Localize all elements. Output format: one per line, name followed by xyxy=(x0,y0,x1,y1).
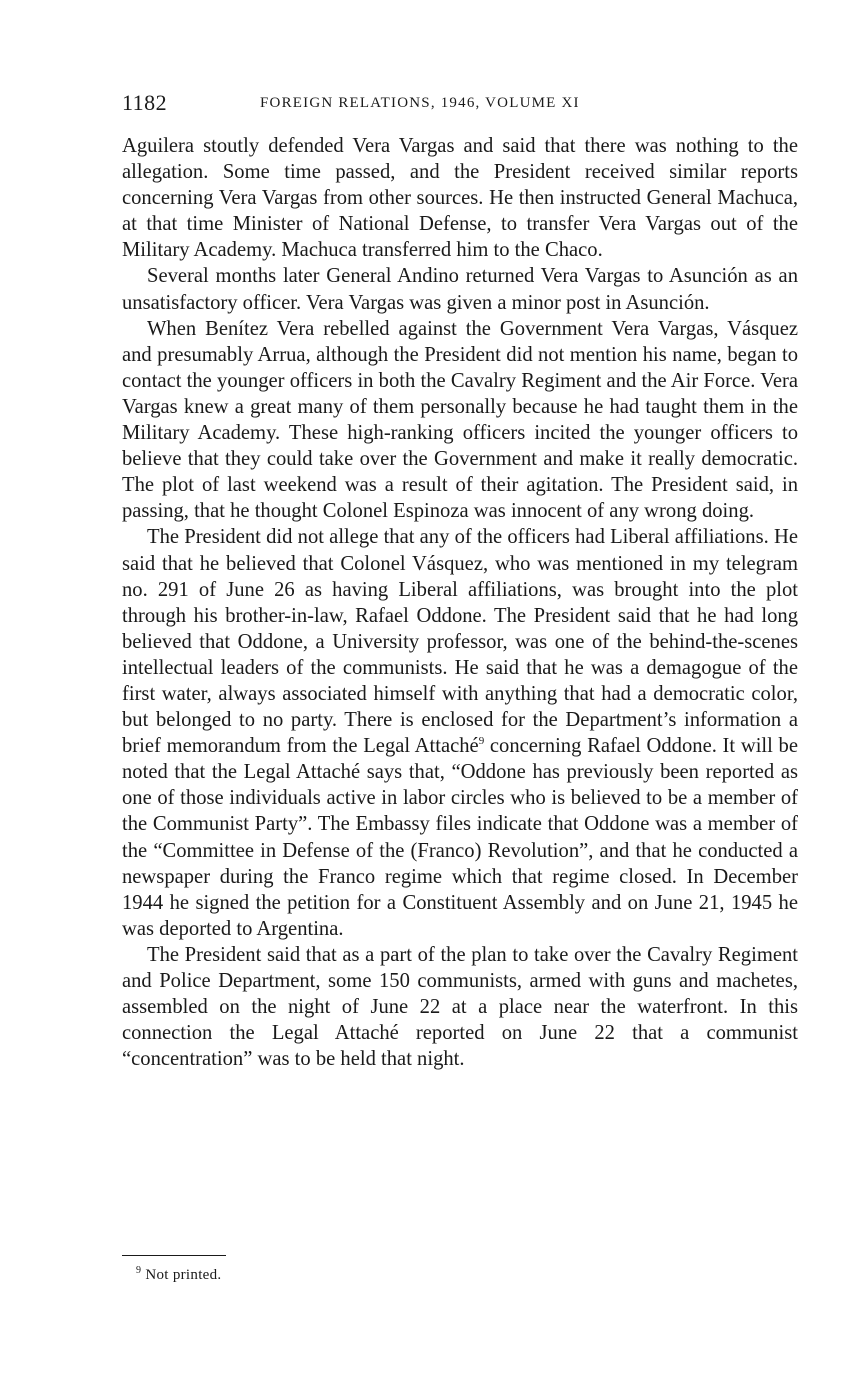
footnote-mark: 9 xyxy=(136,1265,142,1276)
paragraph-4-part-2: concerning Rafael Oddone. It will be noted that the Legal Attaché says that, “Oddone has previously been reported as one of those individuals active in labor circles who is believed to be a member of the Communist Party”. The Embassy files indicate that Oddone was a member of the “Committee in Defense of the (Franco) Revolution”, and that he conducted a newspaper during the Franco regime which that regime closed. In December 1944 he signed the petition for a Constituent Assembly and on June 21, 1945 he was deported to Argentina. xyxy=(122,735,798,940)
paragraph-4 xyxy=(122,524,798,942)
paragraph-1: Aguilera stoutly defended Vera Vargas and said that there was nothing to the allegation. Some time passed, and the President received similar reports concerning Vera Vargas from other sources. He then instructed General Machuca, at that time Minister of National Defense, to transfer Vera Vargas out of the Military Academy. Machuca transferred him to the Chaco. xyxy=(122,135,798,262)
paragraph-2: Several months later General Andino returned Vera Vargas to Asunción as an unsatisfactory officer. Vera Vargas was given a minor post in Asunción. xyxy=(122,265,798,314)
page-number: 1182 xyxy=(122,90,168,115)
body-text xyxy=(122,133,798,1072)
paragraph-5: The President said that as a part of the plan to take over the Cavalry Regiment and Police Department, some 150 communists, armed with guns and machetes, assembled on the night of June 22 at a place near the waterfront. In this connection the Legal Attaché reported on June 22 that a communist “concentration” was to be held that night. xyxy=(122,943,798,1071)
paragraph-4-part-1: The President did not allege that any of the officers had Liberal affiliations. He said that he believed that Colonel Vásquez, who was mentioned in my telegram no. 291 of June 26 as having Liberal affiliations, was brought into the plot through his brother-in-law, Rafael Oddone. The President said that he had long believed that Oddone, a University professor, was one of the behind-the-scenes intellectual leaders of the communists. He said that he was a demagogue of the first water, always associated himself with anything that had a democratic color, but belonged to no party. There is enclosed for the Department’s information a brief memorandum from the Legal Attaché xyxy=(122,526,798,758)
footnote-divider xyxy=(122,1255,226,1256)
page-header xyxy=(122,90,798,120)
footnote xyxy=(136,1267,221,1284)
paragraph-3: When Benítez Vera rebelled against the Government Vera Vargas, Vásquez and presumably Arrua, although the President did not mention his name, began to contact the younger officers in both the Cavalry Regiment and the Air Force. Vera Vargas knew a great many of them personally because he had taught them in the Military Academy. These high-ranking officers incited the younger officers to believe that they could take over the Government and make it really democratic. The plot of last weekend was a result of their agitation. The President said, in passing, that he thought Colonel Espinoza was innocent of any wrong doing. xyxy=(122,317,798,523)
footnote-text: Not printed. xyxy=(145,1267,222,1283)
running-head: FOREIGN RELATIONS, 1946, VOLUME XI xyxy=(260,95,580,111)
footnote-reference[interactable]: 9 xyxy=(478,735,485,748)
